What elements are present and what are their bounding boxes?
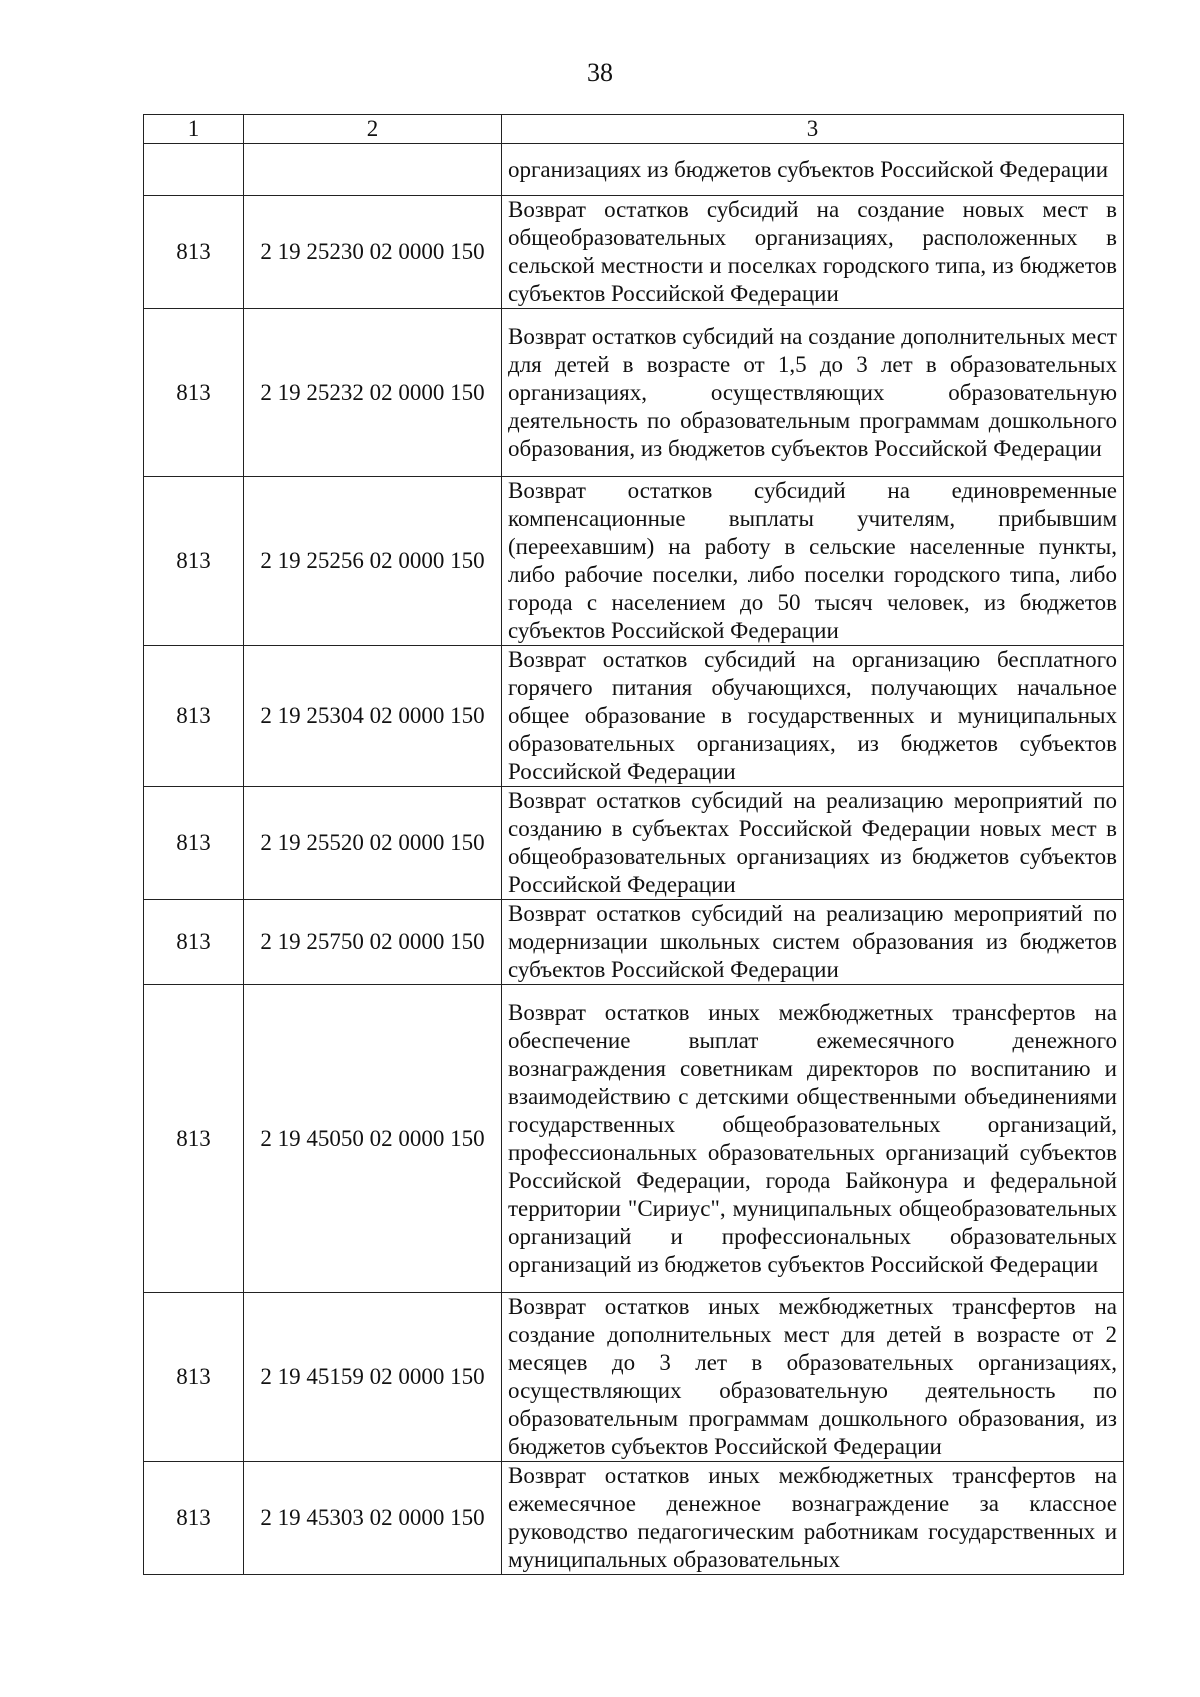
admin-code-cell: 813 [144, 900, 244, 985]
budget-code-cell: 2 19 45159 02 0000 150 [244, 1293, 502, 1462]
table-row [144, 1293, 1124, 1462]
budget-code-cell: 2 19 45050 02 0000 150 [244, 985, 502, 1293]
admin-code-cell: 813 [144, 985, 244, 1293]
description-cell: Возврат остатков субсидий на единовременные компенсационные выплаты учителям, прибывшим (переехавшим) на работу в сельские населенные пункты, либо рабочие поселки, либо поселки городского типа, либо города с населением до 50 тысяч человек, из бюджетов субъектов Российской Федерации [502, 477, 1124, 646]
admin-code-cell: 813 [144, 309, 244, 477]
budget-code-cell: 2 19 25750 02 0000 150 [244, 900, 502, 985]
description-cell: Возврат остатков субсидий на создание новых мест в общеобразовательных организациях, расположенных в сельской местности и поселках городского типа, из бюджетов субъектов Российской Федерации [502, 196, 1124, 309]
column-number-row [144, 115, 1124, 144]
admin-code-cell [144, 144, 244, 196]
budget-code-cell: 2 19 25232 02 0000 150 [244, 309, 502, 477]
table-row [144, 144, 1124, 196]
table-row [144, 646, 1124, 787]
budget-code-cell: 2 19 25256 02 0000 150 [244, 477, 502, 646]
page-number: 38 [587, 58, 613, 87]
budget-code-cell: 2 19 45303 02 0000 150 [244, 1462, 502, 1575]
admin-code-cell: 813 [144, 196, 244, 309]
description-cell: Возврат остатков субсидий на реализацию мероприятий по созданию в субъектах Российской Федерации новых мест в общеобразовательных организациях из бюджетов субъектов Российской Федерации [502, 787, 1124, 900]
description-cell: организациях из бюджетов субъектов Российской Федерации [502, 144, 1124, 196]
table-row [144, 900, 1124, 985]
description-cell: Возврат остатков субсидий на реализацию мероприятий по модернизации школьных систем образования из бюджетов субъектов Российской Федерации [502, 900, 1124, 985]
budget-classification-table [143, 114, 1124, 1575]
table-row [144, 787, 1124, 900]
column-header-3: 3 [502, 115, 1124, 144]
budget-code-cell [244, 144, 502, 196]
table-row [144, 196, 1124, 309]
description-cell: Возврат остатков иных межбюджетных трансфертов на создание дополнительных мест для детей в возрасте от 2 месяцев до 3 лет в образовательных организациях, осуществляющих образовательную деятельность по образовательным программам дошкольного образования, из бюджетов субъектов Российской Федерации [502, 1293, 1124, 1462]
description-cell: Возврат остатков иных межбюджетных трансфертов на обеспечение выплат ежемесячного денежного вознаграждения советникам директоров по воспитанию и взаимодействию с детскими общественными объединениями государственных общеобразовательных организаций, профессиональных образовательных организаций субъектов Российской Федерации, города Байконура и федеральной территории "Сириус", муниципальных общеобразовательных организаций и профессиональных образовательных организаций из бюджетов субъектов Российской Федерации [502, 985, 1124, 1293]
column-header-1: 1 [144, 115, 244, 144]
admin-code-cell: 813 [144, 646, 244, 787]
table-row [144, 1462, 1124, 1575]
admin-code-cell: 813 [144, 787, 244, 900]
admin-code-cell: 813 [144, 1293, 244, 1462]
budget-code-cell: 2 19 25230 02 0000 150 [244, 196, 502, 309]
description-cell: Возврат остатков иных межбюджетных трансфертов на ежемесячное денежное вознаграждение за классное руководство педагогическим работникам государственных и муниципальных образовательных [502, 1462, 1124, 1575]
table-row [144, 309, 1124, 477]
budget-code-cell: 2 19 25520 02 0000 150 [244, 787, 502, 900]
admin-code-cell: 813 [144, 1462, 244, 1575]
table-row [144, 477, 1124, 646]
column-header-2: 2 [244, 115, 502, 144]
budget-code-cell: 2 19 25304 02 0000 150 [244, 646, 502, 787]
description-cell: Возврат остатков субсидий на создание дополнительных мест для детей в возрасте от 1,5 до 3 лет в образовательных организациях, осуществляющих образовательную деятельность по образовательным программам дошкольного образования, из бюджетов субъектов Российской Федерации [502, 309, 1124, 477]
admin-code-cell: 813 [144, 477, 244, 646]
description-cell: Возврат остатков субсидий на организацию бесплатного горячего питания обучающихся, получающих начальное общее образование в государственных и муниципальных образовательных организациях, из бюджетов субъектов Российской Федерации [502, 646, 1124, 787]
table-row [144, 985, 1124, 1293]
